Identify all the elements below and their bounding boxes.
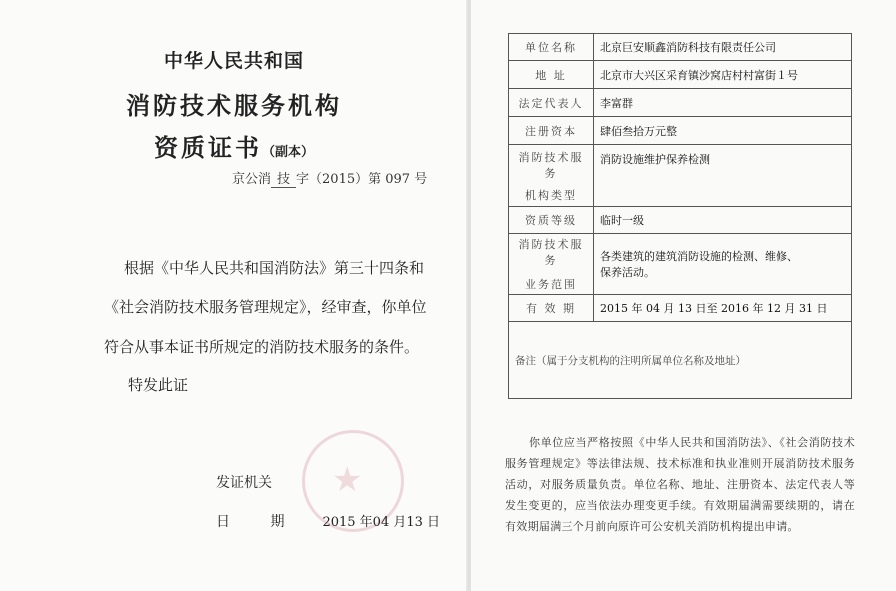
org-type-label-1: 消防技术服务 <box>518 150 584 180</box>
certno-prefix: 京公消 <box>232 172 272 187</box>
seal-star-icon: ★ <box>332 460 363 500</box>
table-row <box>509 207 852 234</box>
title-copy-suffix: （副本） <box>261 145 314 160</box>
capital-value: 肆佰叁拾万元整 <box>594 117 852 145</box>
address-value: 北京市大兴区采育镇沙窝店村村富街１号 <box>594 61 852 89</box>
certno-number: 097 <box>385 172 411 187</box>
title-cert <box>0 128 468 163</box>
scope-line-2: 保养活动。 <box>600 266 655 279</box>
date-value: 2015 年04 月13 日 <box>322 515 441 530</box>
table-row <box>509 145 852 207</box>
title-cert-main: 资质证书 <box>153 134 262 162</box>
legal-rep-label: 法定代表人 <box>509 89 594 117</box>
certno-middle: 字（2015）第 <box>296 172 382 187</box>
info-table <box>508 33 852 399</box>
certificate-number <box>232 168 427 188</box>
org-type-label-2: 机构类型 <box>525 188 577 202</box>
issuer-label: 发证机关 <box>216 475 272 491</box>
scope-label <box>509 234 594 295</box>
paragraph-line-4: 特发此证 <box>128 376 189 394</box>
validity-label: 有 效 期 <box>509 295 594 322</box>
title-org: 消防技术服务机构 <box>126 92 342 120</box>
org-type-label <box>509 145 594 207</box>
grade-value: 临时一级 <box>594 207 852 234</box>
remark-cell: 备注（属于分支机构的注明所属单位名称及地址） <box>509 322 852 399</box>
notice-text: 你单位应当严格按照《中华人民共和国消防法》、《社会消防技术服务管理规定》等法律法规、技术标准和执业准则开展消防技术服务活动，对服务质量负责。单位名称、地址、注册资本、法定代表人等发生变更的，应当依法办理变更手续。有效期届满需要续期的，请在有效期届满三个月前向原许可公安机关消防机构提出申请。 <box>505 436 855 533</box>
scope-value <box>594 234 852 295</box>
scope-label-1: 消防技术服务 <box>518 238 584 267</box>
table-row <box>509 34 852 61</box>
scope-line-1: 各类建筑的建筑消防设施的检测、维修、 <box>600 250 798 263</box>
table-row <box>509 61 852 89</box>
org-type-value: 消防设施维护保养检测 <box>594 145 852 207</box>
date-label: 日 期 <box>216 514 303 530</box>
legal-rep-value: 李富群 <box>594 89 852 117</box>
address-label: 地 址 <box>509 61 594 89</box>
scope-label-2: 业务范围 <box>525 278 577 291</box>
table-row <box>509 234 852 295</box>
unit-name-value: 北京巨安顺鑫消防科技有限责任公司 <box>594 34 852 61</box>
certno-suffix: 号 <box>414 172 428 187</box>
validity-value: 2015 年 04 月 13 日至 2016 年 12 月 31 日 <box>594 295 852 322</box>
title-country: 中华人民共和国 <box>163 50 304 72</box>
capital-label: 注册资本 <box>509 117 594 145</box>
table-row <box>509 117 852 145</box>
certno-type: 技 <box>271 168 296 188</box>
paragraph-line-3: 符合从事本证书所规定的消防技术服务的条件。 <box>104 338 420 356</box>
paragraph-line-1: 根据《中华人民共和国消防法》第三十四条和 <box>124 259 425 277</box>
table-row <box>509 89 852 117</box>
unit-name-label: 单位名称 <box>509 34 594 61</box>
table-row <box>509 295 852 322</box>
issue-date <box>216 511 440 531</box>
table-row <box>509 322 852 399</box>
paragraph-line-2: 《社会消防技术服务管理规定》，经审查，你单位 <box>104 298 427 316</box>
grade-label: 资质等级 <box>509 207 594 234</box>
